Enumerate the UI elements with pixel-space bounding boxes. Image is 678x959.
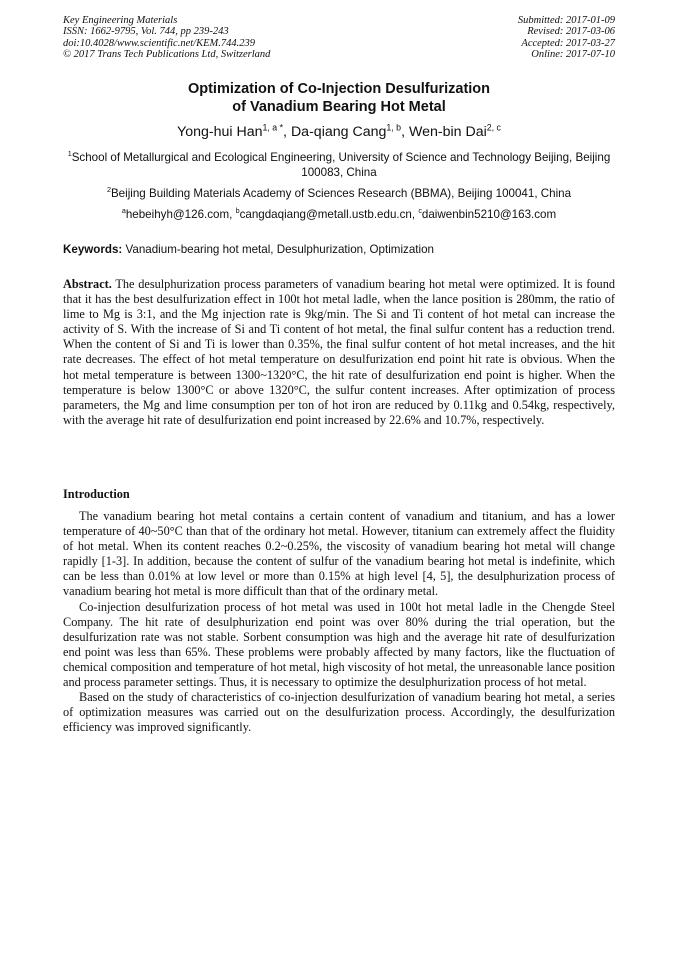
affiliation-text: Beijing Building Materials Academy of Sciences Research (BBMA), Beijing 100041, China	[110, 187, 572, 200]
journal-name: Key Engineering Materials	[63, 15, 178, 26]
affiliation-mark: 2	[106, 185, 111, 195]
author-affiliation-mark: 1, a *	[262, 122, 284, 133]
title-line-1: Optimization of Co-Injection Desulfurization	[187, 81, 491, 97]
affiliation-mark: 1	[67, 149, 72, 159]
online-date: Online: 2017-07-10	[531, 49, 615, 61]
author-name: Wen-bin Dai	[408, 124, 487, 140]
abstract	[63, 277, 615, 428]
doi-line: doi:10.4028/www.scientific.net/KEM.744.239	[63, 37, 255, 49]
author-emails	[63, 207, 615, 222]
author-name: Yong-hui Han	[177, 124, 263, 140]
email-separator: ,	[229, 208, 236, 221]
paragraph: Co-injection desulfurization process of hot metal was used in 100t hot metal ladle in the Chengde Steel Company. The hit rate of desulphurization end point was over 80% during the trial operation, but the desulfurization rate was not stable. Sorbent consumption was high and the average hit rate of desulfurization end point was less than 65%. These problems were probably affected by many factors, like the fluctuation of chemical composition and temperature of hot metal, high viscosity of hot metal, the unreasonable lance position and process parameter settings. Thus, it is necessary to optimize the desulphurization process of hot metal.	[63, 599, 615, 690]
publication-dates	[518, 15, 615, 61]
author-affiliation-mark: 1, b	[386, 122, 402, 133]
author-separator: ,	[401, 124, 409, 140]
author-separator: ,	[283, 124, 291, 140]
email-address[interactable]: cangdaqiang@metall.ustb.edu.cn	[239, 208, 412, 221]
section-heading-introduction: Introduction	[63, 487, 130, 501]
email-mark: a	[121, 206, 126, 216]
abstract-text: The desulphurization process parameters of vanadium bearing hot metal were optimized. It is found that it has the best desulfurization effect in 100t hot metal ladle, when the lance position is 280mm, the ratio of lime to Mg is 3:1, and the Mg injection rate is 9kg/min. The Si and Ti content of hot metal can increase the activity of S. With the increase of Si and Ti content of hot metal, the final sulfur content has a reduction trend. When the content of Si and Ti is lower than 0.35%, the final sulfur content of hot metal increases, and the hit rate decreases. The effect of hot metal temperature on desulfurization end point hit rate is obvious. When the hot metal temperature is between 1300~1320°C, the hit rate of desulfurization end point is higher. When the temperature is below 1300°C or above 1320°C, the sulfur content increases. After optimization of process parameters, the Mg and lime consumption per ton of hot iron are reduced by 0.11kg and 0.54kg, respectively, with the average hit rate of desulfurization end point increased by 22.6% and 10.7%, respectively.	[63, 277, 615, 427]
introduction-body	[63, 509, 615, 735]
author-name: Da-qiang Cang	[290, 124, 387, 140]
revised-date: Revised: 2017-03-06	[527, 26, 615, 38]
keywords	[63, 242, 615, 257]
submitted-date: Submitted: 2017-01-09	[517, 15, 615, 26]
accepted-date: Accepted: 2017-03-27	[521, 37, 615, 49]
email-address[interactable]: daiwenbin5210@163.com	[421, 208, 557, 221]
author-affiliation-mark: 2, c	[486, 122, 501, 133]
paragraph: Based on the study of characteristics of co-injection desulfurization of vanadium bearing hot metal, a series of optimization measures was carried out on the desulfurization process. Accordingly, the desulfurization efficiency was improved significantly.	[63, 690, 615, 735]
keywords-text: Vanadium-bearing hot metal, Desulphurization, Optimization	[122, 243, 434, 256]
affiliation-2	[63, 186, 615, 201]
issn-line: ISSN: 1662-9795, Vol. 744, pp 239-243	[63, 26, 229, 38]
email-address[interactable]: hebeihyh@126.com	[125, 208, 230, 221]
title-line-2: of Vanadium Bearing Hot Metal	[232, 99, 446, 115]
journal-info	[63, 15, 270, 61]
copyright-line: © 2017 Trans Tech Publications Ltd, Switzerland	[63, 49, 271, 61]
paper-title	[63, 80, 615, 116]
email-mark: b	[235, 206, 240, 216]
abstract-label: Abstract.	[63, 277, 112, 291]
affiliation-1	[63, 150, 615, 180]
email-separator: ,	[411, 208, 419, 221]
email-mark: c	[418, 206, 422, 216]
author-list	[63, 123, 615, 141]
paragraph: The vanadium bearing hot metal contains a certain content of vanadium and titanium, and has a lower temperature of 40~50°C than that of the ordinary hot metal. However, titanium can extremely affect the fluidity of hot metal. When its content reaches 0.2~0.25%, the viscosity of vanadium bearing hot metal will change rapidly [1-3]. In addition, because the content of sulfur of the vanadium bearing hot metal is indefinite, which can be less than 0.01% at low level or more than 0.15% at high level [4, 5], the desulphurization process of vanadium bearing hot metal is more difficult than that of the ordinary metal.	[63, 509, 615, 599]
keywords-label: Keywords:	[63, 243, 123, 256]
affiliation-text: School of Metallurgical and Ecological Engineering, University of Science and Technology Beijing, Beijing 100083, China	[71, 151, 611, 179]
